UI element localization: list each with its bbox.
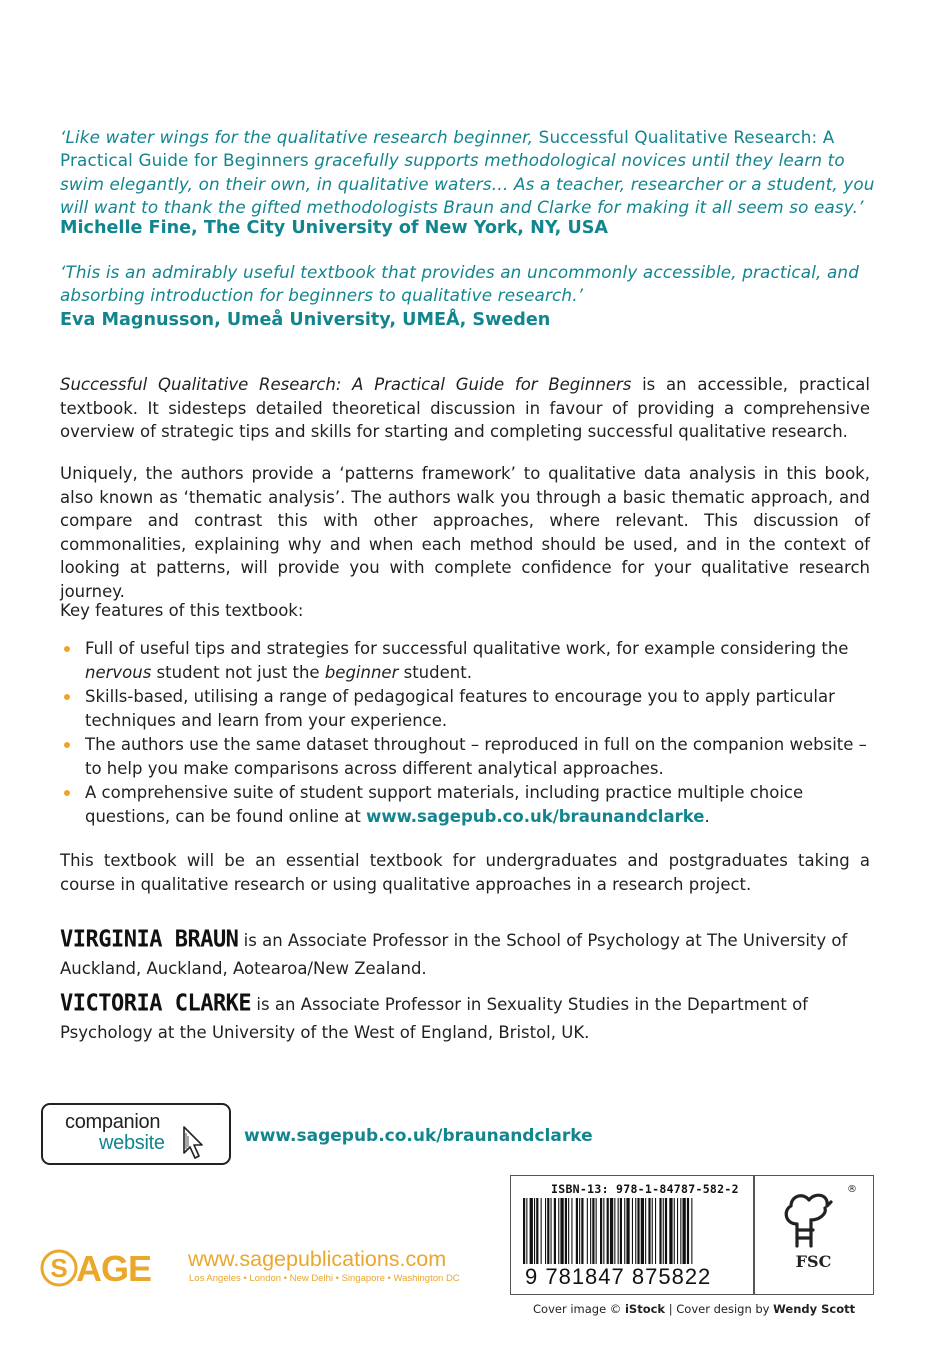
- feature-text: student.: [398, 663, 472, 682]
- publisher-cities: Los Angeles • London • New Delhi • Singapore • Washington DC: [189, 1273, 460, 1284]
- companion-website-link[interactable]: www.sagepub.co.uk/braunandclarke: [366, 807, 705, 826]
- isbn-label: ISBN-13: 978-1-84787-582-2: [551, 1182, 739, 1196]
- author-bio-text: is an Associate Professor in the School of Psychology at The University of Auckland, Auckland, Aotearoa/New Zealand.: [60, 931, 848, 978]
- feature-text: .: [704, 807, 710, 826]
- barcode-bar: [547, 1198, 549, 1264]
- barcode-bar: [680, 1198, 681, 1264]
- barcode-bar: [530, 1198, 533, 1264]
- barcode-bar: [560, 1198, 563, 1264]
- image-source: iStock: [624, 1302, 666, 1316]
- barcode-bar: [587, 1198, 588, 1264]
- bullet-icon: [64, 742, 70, 748]
- feature-text: Full of useful tips and strategies for successful qualitative work, for example considering the: [85, 639, 849, 658]
- barcode-bar: [687, 1198, 689, 1264]
- sage-logo-mark: [40, 1248, 185, 1288]
- barcode-bar: [645, 1198, 646, 1264]
- barcode-bar: [620, 1198, 622, 1264]
- barcode-bar: [655, 1198, 656, 1264]
- companion-label: companion: [65, 1111, 161, 1133]
- fsc-tree-icon: [777, 1190, 853, 1250]
- barcode-bar: [603, 1198, 604, 1264]
- barcode-bar: [571, 1198, 572, 1264]
- barcode-bar: [648, 1198, 650, 1264]
- feature-item: [60, 733, 870, 781]
- barcode-bar: [618, 1198, 619, 1264]
- features-heading: Key features of this textbook:: [60, 601, 304, 620]
- closing-paragraph: This textbook will be an essential textbook for undergraduates and postgraduates taking a course in qualitative research or using qualitative approaches in a research project.: [60, 851, 870, 894]
- barcode-bar: [526, 1198, 527, 1264]
- fsc-logo-box: [754, 1175, 874, 1295]
- barcode-bar: [541, 1198, 542, 1264]
- cover-credits: [533, 1302, 855, 1316]
- barcode-bar: [637, 1198, 639, 1264]
- isbn-digits: 9 781847 875822: [525, 1264, 712, 1289]
- barcode-bar: [545, 1198, 546, 1264]
- barcode-bar: [632, 1198, 633, 1264]
- barcode-bar: [624, 1198, 625, 1264]
- barcode-bar: [677, 1198, 678, 1264]
- barcode-bar: [551, 1198, 552, 1264]
- feature-item: [60, 637, 870, 685]
- barcode-bar: [600, 1198, 602, 1264]
- sage-logo: [40, 1248, 185, 1292]
- barcode-bar: [558, 1198, 559, 1264]
- barcode-bar: [610, 1198, 613, 1264]
- barcode-bar: [576, 1198, 578, 1264]
- barcode-bar: [635, 1198, 636, 1264]
- barcode-bar: [641, 1198, 644, 1264]
- emphasis: nervous: [85, 663, 152, 682]
- description-paragraph-2: Uniquely, the authors provide a ‘patterns framework’ to qualitative data analysis in this book, also known as ‘thematic analysis’. The authors walk you through a basic thematic approach, and compare and contrast this with other approaches, where relevant. This discussion of commonalities, explaining why and when each method should be used, and in the context of looking at patterns, will provide you with complete confidence for your qualitative research journey.: [60, 464, 870, 601]
- barcode-bar: [554, 1198, 556, 1264]
- publisher-url[interactable]: www.sagepublications.com: [188, 1247, 447, 1271]
- barcode-bar: [607, 1198, 609, 1264]
- author-bio-text: is an Associate Professor in Sexuality Studies in the Department of Psychology at the University of the West of England, Bristol, UK.: [60, 995, 808, 1042]
- features-list: [60, 637, 870, 829]
- svg-text:AGE: AGE: [76, 1248, 152, 1288]
- feature-item: [60, 781, 870, 829]
- barcode-bar: [568, 1198, 569, 1264]
- barcode-bar: [669, 1198, 672, 1264]
- fsc-label: FSC: [795, 1252, 832, 1271]
- barcode-bar: [579, 1198, 580, 1264]
- paragraph-text: is an accessible, practical textbook. It sidesteps detailed theoretical discussion in favour of providing a comprehensive overview of strategic tips and skills for starting and completing successful qualitative research.: [60, 375, 870, 441]
- website-label: website: [99, 1132, 165, 1154]
- endorsement-quote-1: [60, 126, 880, 219]
- book-title: Successful Qualitative Research: A Practical Guide for Beginners: [60, 375, 632, 394]
- author-bio-clarke: [60, 990, 870, 1047]
- barcode-bar: [614, 1198, 615, 1264]
- description-paragraph-1: [60, 373, 870, 444]
- feature-text: student not just the: [151, 663, 325, 682]
- companion-website-badge[interactable]: [41, 1103, 231, 1165]
- barcode-bar: [652, 1198, 653, 1264]
- endorsement-attribution-1: Michelle Fine, The City University of New York, NY, USA: [60, 218, 609, 238]
- bullet-icon: [64, 646, 70, 652]
- barcode-bar: [663, 1198, 664, 1264]
- feature-item: [60, 685, 870, 733]
- feature-text: The authors use the same dataset throughout – reproduced in full on the companion website – to help you make comparisons across different analytical approaches.: [85, 735, 867, 778]
- barcode-bar: [581, 1198, 583, 1264]
- barcode-bar: [626, 1198, 629, 1264]
- registered-mark: ®: [847, 1184, 857, 1195]
- credit-label: Cover image ©: [533, 1302, 625, 1316]
- companion-website-url[interactable]: www.sagepub.co.uk/braunandclarke: [244, 1126, 593, 1146]
- barcode-bar: [683, 1198, 686, 1264]
- endorsement-quote-2: [60, 261, 880, 308]
- barcode-bar: [590, 1198, 591, 1264]
- endorsement-attribution-2: Eva Magnusson, Umeå University, UMEÅ, Sweden: [60, 310, 551, 330]
- quote-text: ‘Like water wings for the qualitative research beginner,: [60, 127, 539, 147]
- barcode-bar: [691, 1198, 692, 1264]
- quote-text: gracefully supports methodological novices until they learn to swim elegantly, on their own, in qualitative waters… As a teacher, researcher or a student, you will want to thank the gifted methodologists Braun and Clarke for making it all seem so easy.’: [60, 150, 875, 217]
- bullet-icon: [64, 790, 70, 796]
- barcode-bar: [674, 1198, 675, 1264]
- author-name: VIRGINIA BRAUN: [60, 926, 239, 953]
- barcode-bar: [596, 1198, 597, 1264]
- author-bio-braun: [60, 926, 870, 983]
- book-title: Successful Qualitative Research: A Practical Guide for Beginners: [60, 127, 835, 171]
- credit-label: Cover design by: [676, 1302, 774, 1316]
- feature-text: Skills-based, utilising a range of pedagogical features to encourage you to apply particular techniques and learn from your experience.: [85, 687, 835, 730]
- barcode-bar: [523, 1198, 525, 1264]
- barcode-bar: [659, 1198, 661, 1264]
- barcode-bar: [665, 1198, 667, 1264]
- author-name: VICTORIA CLARKE: [60, 990, 252, 1017]
- svg-text:S: S: [50, 1253, 68, 1283]
- barcode-bar: [534, 1198, 535, 1264]
- quote-text: ‘This is an admirably useful textbook that provides an uncommonly accessible, practical, and absorbing introduction for beginners to qualitative research.’: [60, 262, 860, 306]
- emphasis: beginner: [324, 663, 399, 682]
- designer-name: Wendy Scott: [773, 1302, 856, 1316]
- barcode-bar: [592, 1198, 594, 1264]
- isbn-barcode-box: [510, 1175, 754, 1295]
- separator: |: [665, 1302, 677, 1316]
- cursor-arrow-icon: [181, 1125, 213, 1161]
- barcode-bar: [565, 1198, 567, 1264]
- feature-text: A comprehensive suite of student support materials, including practice multiple choice questions, can be found online at: [85, 783, 804, 826]
- barcode-icon: [521, 1198, 743, 1266]
- barcode-bar: [536, 1198, 538, 1264]
- bullet-icon: [64, 694, 70, 700]
